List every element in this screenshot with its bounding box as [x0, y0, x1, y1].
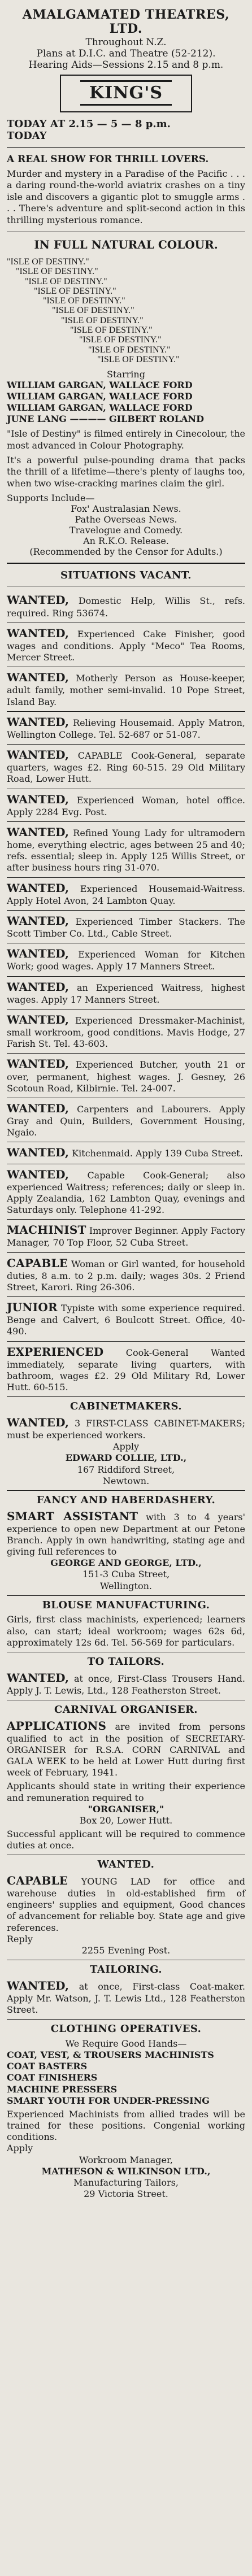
supports-item: Pathe Overseas News. — [75, 514, 177, 525]
classifieds-column — [7, 8, 245, 2203]
ad-text: Successful applicant will be required to commence duties at once. — [7, 1828, 245, 1851]
situations-ads-list — [7, 590, 245, 1397]
isle-line: "ISLE OF DESTINY." — [7, 257, 89, 267]
ad-item — [7, 1142, 245, 1164]
company-address: 167 Riddiford Street, — [77, 1464, 175, 1475]
promo-1: "Isle of Destiny" is filmed entirely in Cinecolour, the most advanced in Colour Photography. — [7, 428, 245, 451]
ad-text: Experienced Dressmaker-Machinist, small workroom, good conditions. Mavis Hodge, 27 Farish St. Tel. 43-603. — [7, 1015, 245, 1050]
tailors-ad — [7, 1652, 245, 1700]
organiser-label: "ORGANISER," — [88, 1803, 164, 1814]
starring-label: Starring — [107, 369, 145, 380]
apply-label: Apply — [7, 2143, 33, 2154]
ad-item — [7, 911, 245, 943]
company-role: Manufacturing Tailors, — [73, 2177, 179, 2188]
blouse-title: BLOUSE MANUFACTURING. — [42, 1599, 210, 1611]
ad-lead: WANTED, — [7, 1146, 69, 1160]
ad-lead: MACHINIST — [7, 1223, 86, 1237]
starring-line: WILLIAM GARGAN, WALLACE FORD — [7, 391, 193, 402]
ad-text: are invited from persons qualified to act in the position of SECRETARY-ORGANISER for R.S.A. CORN CARNIVAL and GALA WEEK to be held at Lower Hutt during first week of February, 1941. — [7, 1721, 245, 1778]
ad-item — [7, 1098, 245, 1143]
ad-text: Experienced Woman, hotel office. Apply 2284 Evg. Post. — [7, 794, 246, 817]
today-line: TODAY AT 2.15 — 5 — 8 p.m. — [7, 118, 171, 130]
isle-line: "ISLE OF DESTINY." — [16, 267, 98, 277]
ad-lead: WANTED, — [7, 748, 69, 762]
blouse-ad — [7, 1596, 245, 1652]
clothing-role: SMART YOUTH FOR UNDER-PRESSING — [7, 2095, 210, 2106]
ad-text: Domestic Help, Willis St., refs. required. Ring 53674. — [7, 595, 245, 619]
reply-box: 2255 Evening Post. — [81, 1944, 171, 1956]
company-suburb: Newtown. — [102, 1475, 150, 1486]
isle-line: "ISLE OF DESTINY." — [97, 354, 180, 364]
ad-text: YOUNG LAD for office and warehouse duties in old-established firm of engineers' supplies and equipment, Good chances of advancement for reliable boy. State age and give references. — [7, 1876, 245, 1933]
isle-line: "ISLE OF DESTINY." — [88, 345, 171, 355]
isle-line: "ISLE OF DESTINY." — [70, 325, 153, 335]
ad-item — [7, 1009, 245, 1054]
ad-lead: WANTED, — [7, 980, 69, 994]
organiser-box: Box 20, Lower Hutt. — [79, 1814, 173, 1826]
amalgamated-sub-3: Hearing Aids—Sessions 2.15 and 8 p.m. — [28, 59, 224, 71]
cabinetmakers-title: CABINETMAKERS. — [70, 1400, 182, 1413]
contact-role: Workroom Manager, — [79, 2154, 173, 2165]
office-lad-ad — [7, 1855, 245, 1960]
ad-text: Carpenters and Labourers. Apply Gray and Quin, Builders, Government Housing, Ngaio. — [7, 1103, 245, 1138]
ad-text: Experienced Timber Stackers. The Scott Timber Co. Ltd., Cable Street. — [7, 916, 245, 939]
ad-item — [7, 667, 245, 712]
isle-line: "ISLE OF DESTINY." — [34, 286, 116, 296]
ad-lead: APPLICATIONS — [7, 1718, 107, 1733]
ad-text: Cook-General Wanted immediately, separate living quarters, with bathroom, wages £2. 29 Old Military Rd, Lower Hutt. 60-515. — [7, 1347, 245, 1393]
ad-lead: WANTED, — [7, 881, 69, 895]
ad-item — [7, 977, 245, 1009]
ad-lead: WANTED, — [7, 947, 69, 961]
ad-text: Experienced Cake Finisher, good wages and conditions. Apply "Meco" Tea Rooms, Mercer Street. — [7, 628, 245, 663]
ad-lead: EXPERIENCED — [7, 1344, 104, 1359]
ad-lead: WANTED, — [7, 715, 69, 729]
amalgamated-title-1: AMALGAMATED THEATRES, — [22, 7, 230, 22]
ad-lead: WANTED, — [7, 1057, 69, 1071]
ad-item — [7, 878, 245, 911]
ad-lead: CAPABLE — [7, 1873, 68, 1887]
clothing-intro: We Require Good Hands— — [65, 2038, 187, 2049]
ad-text: Experienced Woman for Kitchen Work; good wages. Apply 17 Manners Street. — [7, 949, 245, 972]
ad-lead: CAPABLE — [7, 1256, 68, 1270]
company-name: MATHESON & WILKINSON LTD., — [41, 2165, 211, 2177]
kings-logo: KING'S — [80, 80, 172, 106]
clothing-role: COAT FINISHERS — [7, 2072, 98, 2083]
ad-text: at once, First-class Coat-maker. Apply Mr. Watson, J. T. Lewis Ltd., 128 Featherston Street. — [7, 1981, 245, 2016]
synopsis: Murder and mystery in a Paradise of the Pacific . . . a daring round-the-world aviatrix crashes on a tiny isle and discovers a gigantic plot to smuggle arms . . . There's adventure and split-second action in this thrilling mysterious romance. — [7, 168, 245, 225]
clothing-title: CLOTHING OPERATIVES. — [50, 2023, 202, 2035]
kings-logo-box — [60, 75, 192, 112]
company-name: GEORGE AND GEORGE, LTD., — [50, 1557, 202, 1569]
ad-lead: WANTED, — [7, 1415, 69, 1429]
office-title: WANTED. — [97, 1859, 155, 1871]
promo-2: It's a powerful pulse-pounding drama that packs the thrill of a lifetime—there's plenty of laughs too, when two wise-cracking marines claim the girl. — [7, 454, 245, 489]
ad-item — [7, 1253, 245, 1298]
clothing-ad — [7, 2020, 245, 2203]
ad-text: with 3 to 4 years' experience to open new Department at our Petone Branch. Apply in own handwriting, stating age and giving full references to — [7, 1511, 245, 1557]
ad-text: Improver Beginner. Apply Factory Manager, 70 Top Floor, 52 Cuba Street. — [7, 1225, 245, 1248]
ad-text: CAPABLE Cook-General, separate quarters, wages £2. Ring 60-515. 29 Old Military Road, Lower Hutt. — [7, 750, 246, 785]
ad-item — [7, 1297, 245, 1342]
reply-label: Reply — [7, 1933, 33, 1944]
clothing-role: COAT BASTERS — [7, 2061, 88, 2072]
ad-item — [7, 1164, 245, 1220]
colour-line: IN FULL NATURAL COLOUR. — [34, 238, 218, 252]
tailoring-title: TAILORING. — [90, 1964, 162, 1976]
tailors-title: TO TAILORS. — [87, 1655, 165, 1668]
ad-lead: WANTED, — [7, 626, 69, 640]
company-city: Wellington. — [100, 1580, 152, 1591]
ad-text: an Experienced Waitress, highest wages. Apply 17 Manners Street. — [7, 982, 245, 1005]
company-name: EDWARD COLLIE, LTD., — [65, 1452, 187, 1464]
ad-text: Experienced Butcher, youth 21 or over, permanent, highest wages. J. Gesney, 26 Scotoun Road, Kilbirnie. Tel. 24-007. — [7, 1059, 245, 1094]
ad-text: Motherly Person as House-keeper, adult family, mother semi-invalid. 10 Pope Street, Island Bay. — [7, 673, 245, 707]
ad-lead: WANTED, — [7, 913, 69, 928]
ad-lead: JUNIOR — [7, 1300, 58, 1315]
divider — [7, 147, 245, 148]
ad-text: 3 FIRST-CLASS CABINET-MAKERS; must be experienced workers. — [7, 1417, 245, 1441]
fancy-ad — [7, 1491, 245, 1596]
real-show-headline: A REAL SHOW FOR THRILL LOVERS. — [7, 153, 209, 165]
supports-label: Supports Include— — [7, 493, 95, 504]
supports-item: Travelogue and Comedy. — [69, 525, 183, 536]
starring-line: WILLIAM GARGAN, WALLACE FORD — [7, 380, 193, 391]
ad-item — [7, 623, 245, 668]
ad-text: Experienced Housemaid-Waitress. Apply Hotel Avon, 24 Lambton Quay. — [7, 883, 245, 906]
ad-item — [7, 1342, 245, 1398]
ad-item — [7, 822, 245, 878]
isle-line: "ISLE OF DESTINY." — [61, 315, 144, 325]
situations-vacant-title: SITUATIONS VACANT. — [60, 569, 192, 582]
apply-label: Apply — [112, 1441, 140, 1452]
ad-item — [7, 1054, 245, 1098]
ad-item — [7, 712, 245, 745]
isle-line: "ISLE OF DESTINY." — [43, 296, 125, 306]
cabinetmakers-ad — [7, 1397, 245, 1491]
ad-item — [7, 1220, 245, 1252]
clothing-role: MACHINE PRESSERS — [7, 2083, 118, 2095]
ad-lead: WANTED, — [7, 1101, 69, 1115]
ad-lead: WANTED, — [7, 1978, 69, 1992]
today-label: TODAY — [7, 129, 47, 142]
ad-text: Typiste with some experience required. Benge and Calvert, 6 Boulcott Street. Office, 40-490. — [7, 1303, 245, 1337]
ad-text: Girls, first class machinists, experienced; learners also, can start; ideal workroom; wages 62s 6d, approximately 12s 6d. Tel. 56-569 for particulars. — [7, 1614, 245, 1648]
company-address: 151-3 Cuba Street, — [82, 1569, 170, 1580]
clothing-role: COAT, VEST, & TROUSERS MACHINISTS — [7, 2050, 214, 2061]
isle-line: "ISLE OF DESTINY." — [52, 306, 134, 316]
ad-item — [7, 590, 245, 623]
carnival-title: CARNIVAL ORGANISER. — [54, 1703, 198, 1716]
supports-item: Fox' Australasian News. — [71, 503, 181, 515]
ad-item — [7, 745, 245, 789]
ad-lead: WANTED, — [7, 1167, 69, 1181]
ad-text: Refined Young Lady for ultramodern home, everything electric, ages between 25 and 40; refs. essential; sleep in. Apply 125 Willis Street, or after business hours ring 31-070. — [7, 827, 246, 873]
supports-item: An R.K.O. Release. — [83, 536, 169, 547]
ad-text: Relieving Housemaid. Apply Matron, Wellington College. Tel. 52-687 or 51-087. — [7, 717, 246, 740]
censor-note: (Recommended by the Censor for Adults.) — [29, 546, 223, 558]
tailoring-ad — [7, 1960, 245, 2020]
ad-lead: WANTED, — [7, 825, 69, 839]
isle-line: "ISLE OF DESTINY." — [25, 276, 107, 286]
amalgamated-title-2: LTD. — [109, 21, 143, 37]
ad-item — [7, 789, 245, 822]
ad-item — [7, 943, 245, 976]
ad-lead: WANTED, — [7, 1670, 69, 1685]
company-address: 29 Victoria Street. — [84, 2188, 168, 2199]
divider — [7, 563, 245, 564]
isle-of-destiny-block — [7, 257, 245, 364]
ad-lead: WANTED, — [7, 792, 69, 806]
ad-text: Applicants should state in writing their experience and remuneration required to — [7, 1781, 245, 1803]
ad-text: at once, First-Class Trousers Hand. Apply J. T. Lewis, Ltd., 128 Featherston Street. — [7, 1673, 246, 1696]
ad-lead: SMART ASSISTANT — [7, 1509, 138, 1523]
starring-line: WILLIAM GARGAN, WALLACE FORD — [7, 402, 193, 414]
ad-lead: WANTED, — [7, 593, 69, 607]
amalgamated-sub-2: Plans at D.I.C. and Theatre (52-212). — [36, 47, 216, 59]
ad-lead: WANTED, — [7, 671, 69, 685]
ad-lead: WANTED, — [7, 1012, 69, 1026]
fancy-title: FANCY AND HABERDASHERY. — [36, 1494, 216, 1506]
ad-text: Kitchenmaid. Apply 139 Cuba Street. — [72, 1148, 243, 1159]
ad-text: Capable Cook-General; also experienced Waitress; references; daily or sleep in. Apply Zealandia, 162 Lambton Quay, evenings and Saturdays only. Telephone 41-292. — [7, 1169, 246, 1216]
isle-line: "ISLE OF DESTINY." — [79, 335, 162, 345]
ad-text: Experienced Machinists from allied trades will be trained for these positions. Congenial working conditions. — [7, 2108, 245, 2143]
carnival-ad — [7, 1700, 245, 1855]
amalgamated-sub-1: Throughout N.Z. — [85, 36, 167, 48]
ad-text: Woman or Girl wanted, for household duties, 8 a.m. to 2 p.m. daily; wages 30s. 2 Friend Street, Karori. Ring 26-306. — [7, 1258, 245, 1293]
starring-line: JUNE LANG ———— GILBERT ROLAND — [7, 414, 205, 425]
